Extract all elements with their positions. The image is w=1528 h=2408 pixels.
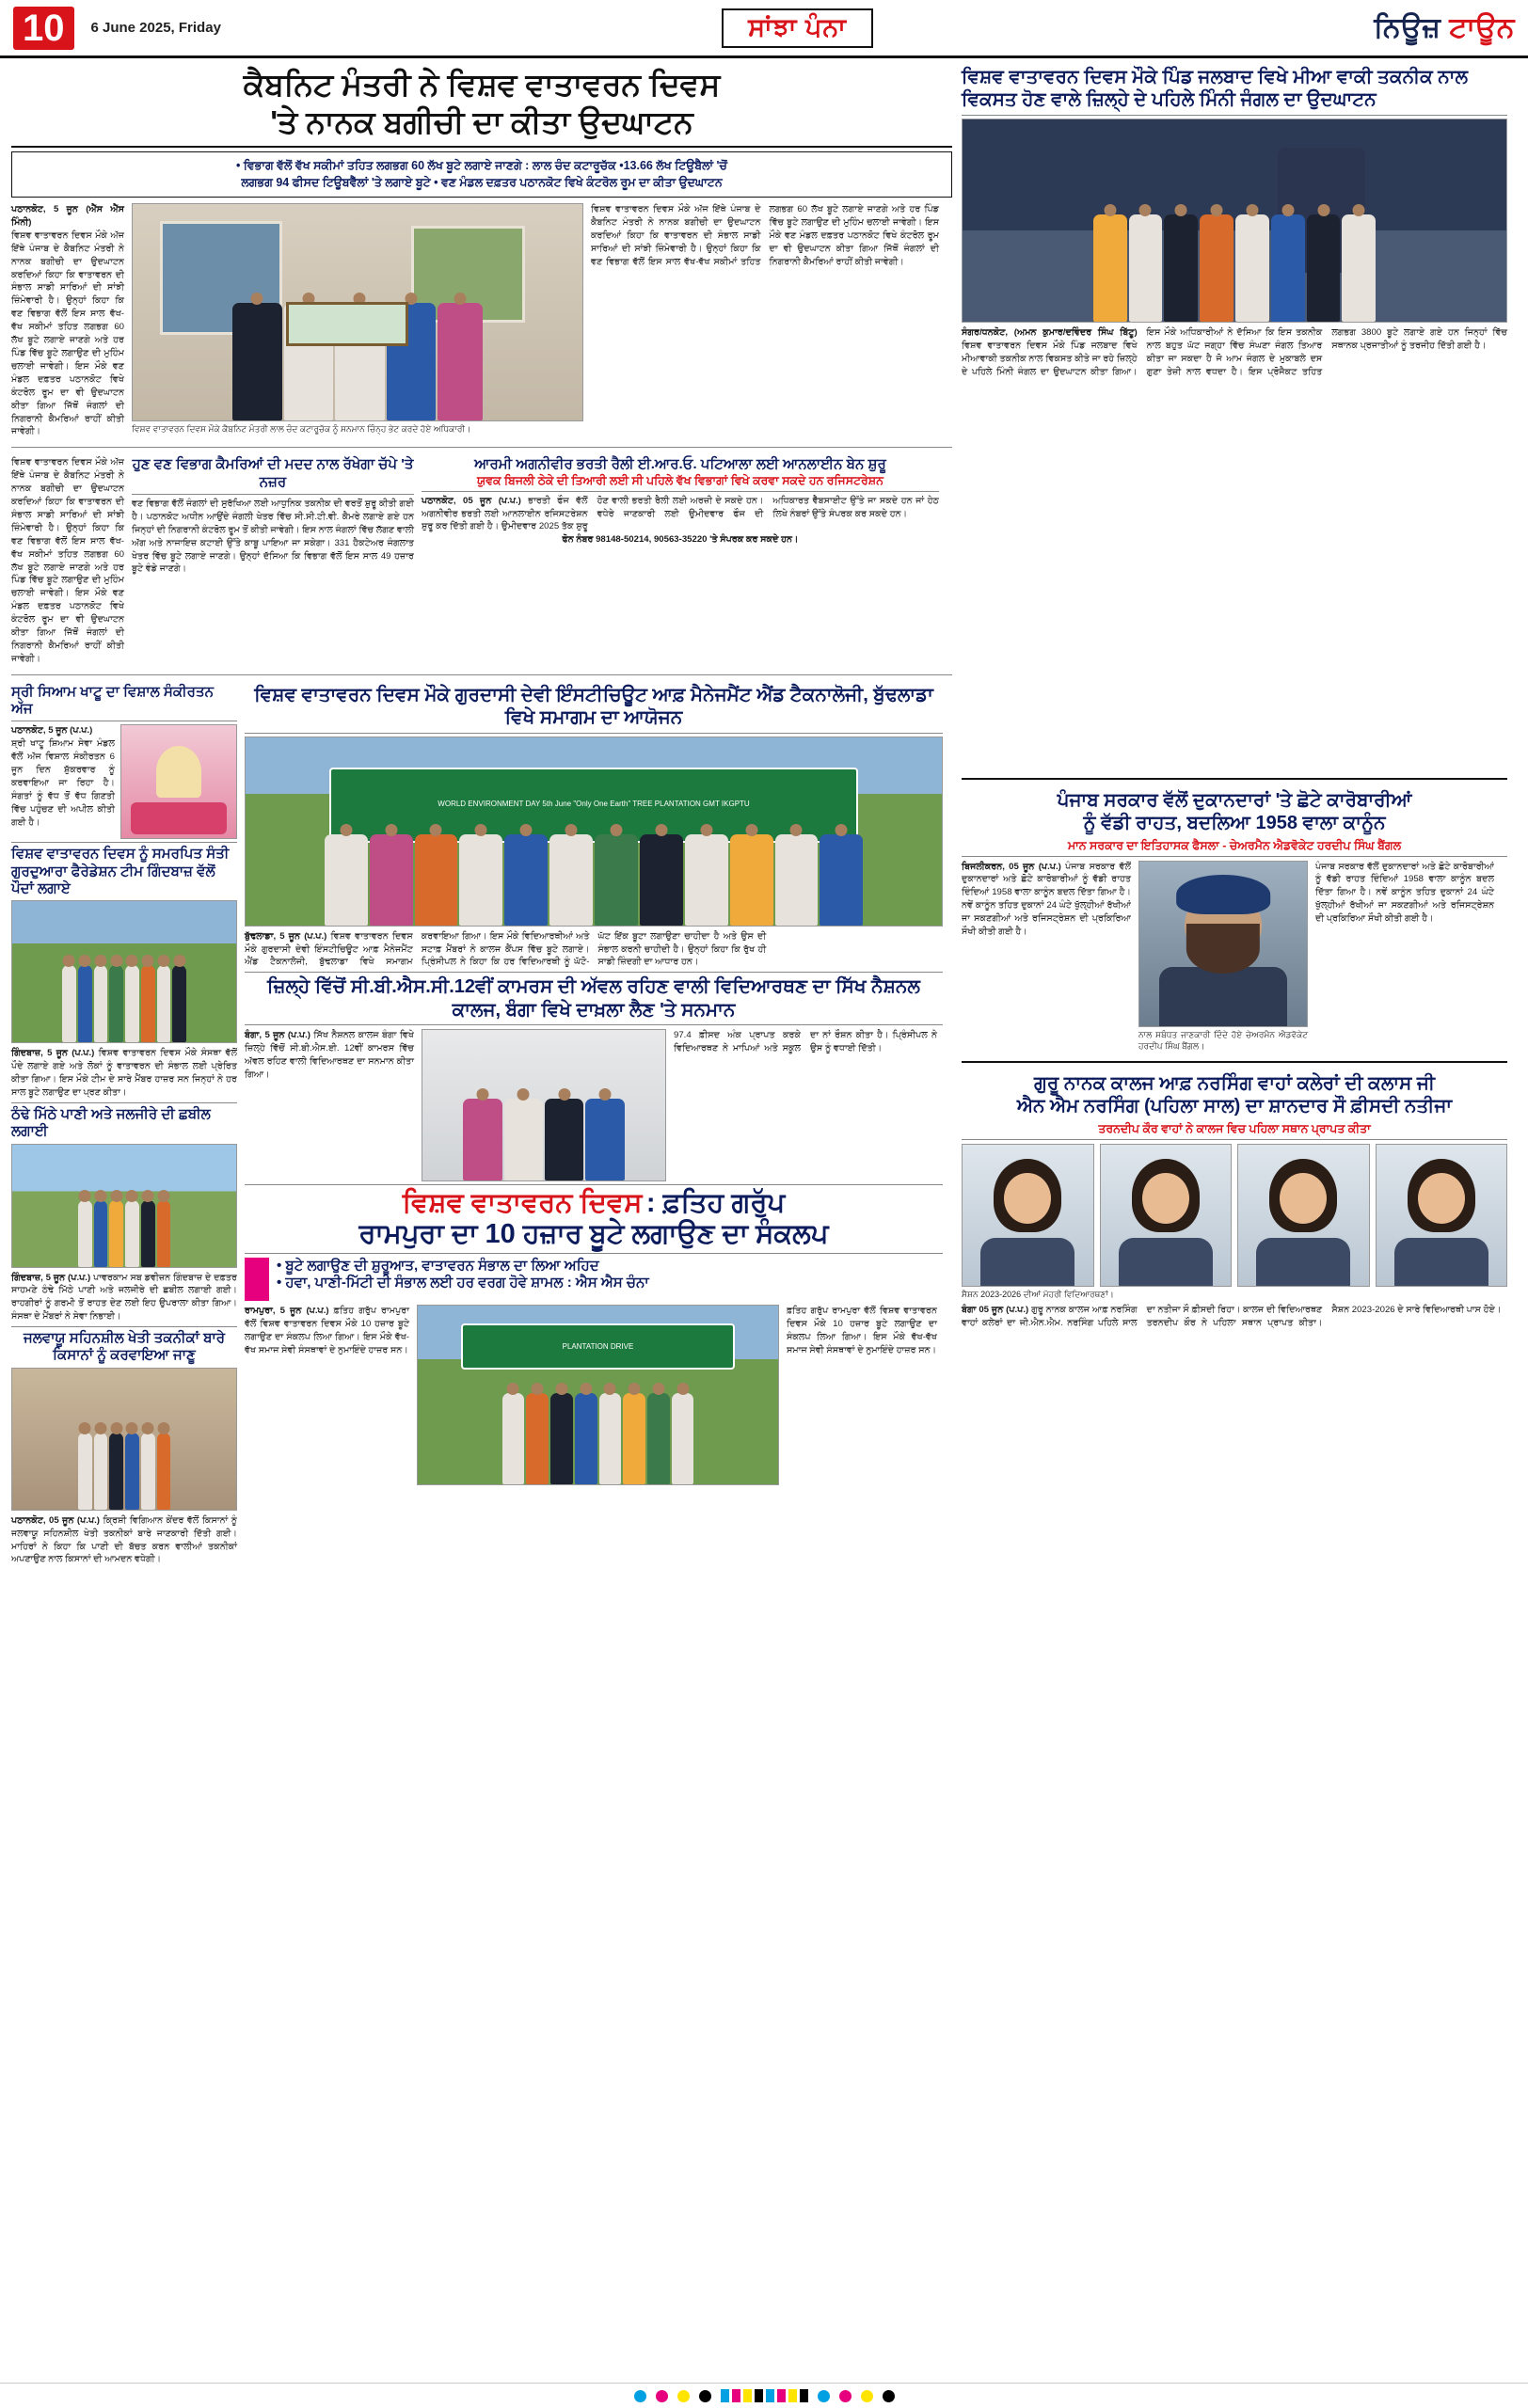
rampura-photo: PLANTATION DRIVE (417, 1305, 779, 1485)
khatu-photo (120, 724, 237, 839)
color-dot-yellow (677, 2390, 690, 2402)
cbse-col1: ਬੰਗਾ, 5 ਜੂਨ (ਪ.ਪ.) ਸਿੱਖ ਨੈਸ਼ਨਲ ਕਾਲਜ ਬੰਗਾ ਵਿਖੇ ਜ਼ਿਲ੍ਹੇ ਵਿੱਚੋਂ ਸੀ.ਬੀ.ਐਸ.ਈ. 12ਵੀਂ ਕਾਮਰਸ ਵਿੱਚ ਅੱਵਲ ਰਹਿਣ ਵਾਲੀ ਵਿਦਿਆਰਥਣ ਦਾ ਸਨਮਾਨ ਕੀਤਾ ਗਿਆ। (245, 1030, 415, 1080)
shop-law-headline-1: ਪੰਜਾਬ ਸਰਕਾਰ ਵੱਲੋਂ ਦੁਕਾਨਦਾਰਾਂ 'ਤੇ ਛੋਟੇ ਕਾਰੋਬਾਰੀਆਂ (1057, 789, 1412, 811)
jalandhar-headline: ਵਿਸ਼ਵ ਵਾਤਾਵਰਨ ਦਿਵਸ ਮੌਕੇ ਪਿੰਡ ਜਲਬਾਦ ਵਿਖੇ ਮੀਆ ਵਾਕੀ ਤਕਨੀਕ ਨਾਲ ਵਿਕਸਤ ਹੋਣ ਵਾਲੇ ਜ਼ਿਲ੍ਹੇ ਦੇ ਪਹਿਲੇ ਮਿੰਨੀ ਜੰਗਲ ਦਾ ਉਦਘਾਟਨ (962, 67, 1469, 111)
lead-column-3 (591, 203, 939, 438)
lead-headline-line1: ਕੈਬਨਿਟ ਮੰਤਰੀ ਨੇ ਵਿਸ਼ਵ ਵਾਤਾਵਰਨ ਦਿਵਸ (243, 67, 721, 102)
rampura-headline-2: : ਫ਼ਤਿਹ ਗਰੁੱਪ (645, 1188, 786, 1219)
water-headline: ਠੰਢੇ ਮਿੱਠੇ ਪਾਣੀ ਅਤੇ ਜਲਜੀਰੇ ਦੀ ਛਬੀਲ ਲਗਾਈ (11, 1105, 211, 1140)
job-fair-dateline: ਪਠਾਨਕੋਟ, 05 ਜੂਨ (ਪ.ਪ.) (422, 495, 521, 506)
lead-spill: ਵਿਸ਼ਵ ਵਾਤਾਵਰਨ ਦਿਵਸ ਮੌਕੇ ਅੱਜ ਇੱਥੇ ਪੰਜਾਬ ਦੇ ਕੈਬਨਿਟ ਮੰਤਰੀ ਨੇ ਨਾਨਕ ਬਗੀਚੀ ਦਾ ਉਦਘਾਟਨ ਕਰਦਿਆਂ ਕਿਹਾ ਕਿ ਵਾਤਾਵਰਨ ਦੀ ਸੰਭਾਲ ਸਾਡੀ ਸਾਰਿਆਂ ਦੀ ਸਾਂਝੀ ਜ਼ਿੰਮੇਵਾਰੀ ਹੈ। ਉਨ੍ਹਾਂ ਕਿਹਾ ਕਿ ਵਣ ਵਿਭਾਗ ਵੱਲੋਂ ਇਸ ਸਾਲ ਵੱਖ-ਵੱਖ ਸਕੀਮਾਂ ਤਹਿਤ ਲਗਭਗ 60 ਲੱਖ ਬੂਟੇ ਲਗਾਏ ਜਾਣਗੇ ਅਤੇ ਹਰ ਪਿੰਡ ਵਿੱਚ ਬੂਟੇ ਲਗਾਉਣ ਦੀ ਮੁਹਿੰਮ ਚਲਾਈ ਜਾਵੇਗੀ। ਇਸ ਮੌਕੇ ਵਣ ਮੰਡਲ ਦਫ਼ਤਰ ਪਠਾਨਕੋਟ ਵਿਖੇ ਕੰਟਰੋਲ ਰੂਮ ਦਾ ਵੀ ਉਦਘਾਟਨ ਕੀਤਾ ਗਿਆ ਜਿੱਥੋਂ ਜੰਗਲਾਂ ਦੀ ਨਿਗਰਾਨੀ ਕੈਮਰਿਆਂ ਰਾਹੀਂ ਕੀਤੀ ਜਾਵੇਗੀ। (11, 457, 124, 664)
rampura-headline-3: ਰਾਮਪੁਰਾ ਦਾ 10 ਹਜ਼ਾਰ ਬੂਟੇ ਲਗਾਉਣ ਦਾ ਸੰਕਲਪ (358, 1219, 829, 1250)
brand-part-2: ਟਾਊਨ (1449, 11, 1515, 43)
jalandhar-body: ਸੰਗਰ/ਧਨਕੋਟ, (ਅਮਨ ਕੁਮਾਰ/ਦਵਿੰਦਰ ਸਿੰਘ ਬਿੱਟੂ) ਵਿਸ਼ਵ ਵਾਤਾਵਰਨ ਦਿਵਸ ਮੌਕੇ ਪਿੰਡ ਜਲਬਾਦ ਵਿਖੇ ਮੀਆਵਾਕੀ ਤਕਨੀਕ ਨਾਲ ਵਿਕਸਤ ਕੀਤੇ ਜਾ ਰਹੇ ਜ਼ਿਲ੍ਹੇ ਦੇ ਪਹਿਲੇ ਮਿੰਨੀ ਜੰਗਲ ਦਾ ਉਦਘਾਟਨ ਕੀਤਾ ਗਿਆ। ਇਸ ਮੌਕੇ ਅਧਿਕਾਰੀਆਂ ਨੇ ਦੱਸਿਆ ਕਿ ਇਸ ਤਕਨੀਕ ਨਾਲ ਬਹੁਤ ਘੱਟ ਜਗ੍ਹਾ ਵਿੱਚ ਸੰਘਣਾ ਜੰਗਲ ਤਿਆਰ ਕੀਤਾ ਜਾ ਸਕਦਾ ਹੈ ਜੋ ਆਮ ਜੰਗਲ ਦੇ ਮੁਕਾਬਲੇ ਦਸ ਗੁਣਾ ਤੇਜ਼ੀ ਨਾਲ ਵਧਦਾ ਹੈ। ਇਸ ਪ੍ਰੋਜੈਕਟ ਤਹਿਤ ਲਗਭਗ 3800 ਬੂਟੇ ਲਗਾਏ ਗਏ ਹਨ ਜਿਨ੍ਹਾਂ ਵਿੱਚ ਸਥਾਨਕ ਪ੍ਰਜਾਤੀਆਂ ਨੂੰ ਤਰਜੀਹ ਦਿੱਤੀ ਗਈ ਹੈ। (962, 326, 1507, 377)
env-team-headline: ਵਿਸ਼ਵ ਵਾਤਾਵਰਨ ਦਿਵਸ ਨੂੰ ਸਮਰਪਿਤ ਸੰਤੀ ਗੁਰਦੁਆਰਾ ਫੈਰੇਡੇਸ਼ਨ ਟੀਮ ਗਿੰਦਬਾਜ਼ ਵੱਲੋਂ ਪੌਦਾਂ ਲਗਾਏ (11, 846, 230, 896)
nursing-headline-1: ਗੁਰੂ ਨਾਨਕ ਕਾਲਜ ਆਫ਼ ਨਰਸਿੰਗ ਵਾਹਾਂ ਕਲੇਰਾਂ ਦੀ ਕਲਾਸ ਜੀ (1033, 1072, 1436, 1094)
right-region (962, 66, 1507, 2353)
nursing-photo-caption: ਸੈਸ਼ਨ 2023-2026 ਦੀਆਂ ਮੋਹਰੀ ਵਿਦਿਆਰਥਣਾਂ। (962, 1289, 1114, 1299)
lead-column-1 (11, 203, 124, 438)
gmt-article (245, 684, 943, 1567)
nursing-body: ਬੰਗਾ 05 ਜੂਨ (ਪ.ਪ.) ਗੁਰੂ ਨਾਨਕ ਕਾਲਜ ਆਫ਼ ਨਰਸਿੰਗ ਵਾਹਾਂ ਕਲੇਰਾਂ ਦਾ ਜੀ.ਐਨ.ਐਮ. ਨਰਸਿੰਗ ਪਹਿਲੇ ਸਾਲ ਦਾ ਨਤੀਜਾ ਸੌ ਫ਼ੀਸਦੀ ਰਿਹਾ। ਕਾਲਜ ਦੀ ਵਿਦਿਆਰਥਣ ਤਰਨਦੀਪ ਕੌਰ ਨੇ ਪਹਿਲਾ ਸਥਾਨ ਪ੍ਰਾਪਤ ਕੀਤਾ। ਸੈਸ਼ਨ 2023-2026 ਦੇ ਸਾਰੇ ਵਿਦਿਆਰਥੀ ਪਾਸ ਹੋਏ। (962, 1304, 1502, 1328)
cbse-headline: ਜ਼ਿਲ੍ਹੇ ਵਿੱਚੋਂ ਸੀ.ਬੀ.ਐਸ.ਸੀ.12ਵੀਂ ਕਾਮਰਸ ਦੀ ਅੱਵਲ ਰਹਿਣ ਵਾਲੀ ਵਿਦਿਆਰਥਣ ਦਾ ਸਿੱਖ ਨੈਸ਼ਨਲ ਕਾਲਜ, ਬੰਗਾ ਵਿਖੇ ਦਾਖ਼ਲਾ ਲੈਣ 'ਤੇ ਸਨਮਾਨ (267, 976, 920, 1021)
lead-kicker-line2: ਲਗਭਗ 94 ਫੀਸਦ ਟਿਊਬਵੈੱਲਾਂ 'ਤੇ ਲਗਾਏ ਬੂਟੇ • ਵਣ ਮੰਡਲ ਦਫ਼ਤਰ ਪਠਾਨਕੋਟ ਵਿਖੇ ਕੰਟਰੋਲ ਰੂਮ ਦਾ ਕੀਤਾ ਉਦਘਾਟਨ (241, 176, 723, 190)
gmt-banner: WORLD ENVIRONMENT DAY 5th June "Only One Earth" TREE PLANTATION GMT IKGPTU (329, 768, 858, 843)
color-dot-yellow-2 (861, 2390, 873, 2402)
page-number: 10 (13, 7, 74, 50)
rampura-bullet-1: • ਬੂਟੇ ਲਗਾਉਣ ਦੀ ਸ਼ੁਰੂਆਤ, ਵਾਤਾਵਰਨ ਸੰਭਾਲ ਦਾ ਲਿਆ ਅਹਿਦ (277, 1258, 599, 1275)
color-dot-magenta (656, 2390, 668, 2402)
lead-kicker (11, 151, 952, 198)
cbse-col3: 97.4 ਫ਼ੀਸਦ ਅੰਕ ਪ੍ਰਾਪਤ ਕਰਕੇ ਵਿਦਿਆਰਥਣ ਨੇ ਮਾਪਿਆਂ ਅਤੇ ਸਕੂਲ ਦਾ ਨਾਂ ਰੌਸ਼ਨ ਕੀਤਾ ਹੈ। ਪ੍ਰਿੰਸੀਪਲ ਨੇ ਉਸ ਨੂੰ ਵਧਾਈ ਦਿੱਤੀ। (674, 1030, 937, 1054)
khatu-headline: ਸ੍ਰੀ ਸਿਆਮ ਖਾਟੂ ਦਾ ਵਿਸ਼ਾਲ ਸੰਕੀਰਤਨ ਅੱਜ (11, 683, 214, 718)
masthead-center (221, 8, 1374, 48)
color-dot-black (699, 2390, 711, 2402)
khatu-body: ਸ਼੍ਰੀ ਖਾਟੂ ਸ਼ਿਆਮ ਸੇਵਾ ਮੰਡਲ ਵੱਲੋਂ ਅੱਜ ਵਿਸ਼ਾਲ ਸੰਕੀਰਤਨ 6 ਜੂਨ ਦਿਨ ਸ਼ੁੱਕਰਵਾਰ ਨੂੰ ਕਰਵਾਇਆ ਜਾ ਰਿਹਾ ਹੈ। ਸੰਗਤਾਂ ਨੂੰ ਵੱਧ ਤੋਂ ਵੱਧ ਗਿਣਤੀ ਵਿੱਚ ਪਹੁੰਚਣ ਦੀ ਅਪੀਲ ਕੀਤੀ ਗਈ ਹੈ। (11, 738, 115, 828)
jalandhar-article (962, 66, 1507, 768)
nursing-article (962, 1072, 1507, 1793)
color-dot-magenta-2 (839, 2390, 852, 2402)
rampura-body-row (245, 1305, 943, 1485)
job-fair-body (422, 495, 939, 534)
rampura-bullets-row (245, 1258, 943, 1301)
student-photo-2 (1100, 1144, 1233, 1287)
env-team-body: ਗਿੰਦਬਾਜ਼, 5 ਜੂਨ (ਪ.ਪ.) ਵਿਸ਼ਵ ਵਾਤਾਵਰਨ ਦਿਵਸ ਮੌਕੇ ਸੰਸਥਾ ਵੱਲੋਂ ਪੌਦੇ ਲਗਾਏ ਗਏ ਅਤੇ ਲੋਕਾਂ ਨੂੰ ਵਾਤਾਵਰਨ ਦੀ ਸੰਭਾਲ ਲਈ ਪ੍ਰੇਰਿਤ ਕੀਤਾ ਗਿਆ। ਇਸ ਮੌਕੇ ਟੀਮ ਦੇ ਸਾਰੇ ਮੈਂਬਰ ਹਾਜ਼ਰ ਸਨ ਜਿਨ੍ਹਾਂ ਨੇ ਹਰ ਸਾਲ ਬੂਟੇ ਲਗਾਉਣ ਦਾ ਪ੍ਰਣ ਕੀਤਾ। (11, 1048, 237, 1099)
job-fair-text: ਭਾਰਤੀ ਫੌਜ ਵੱਲੋਂ ਅਗਨੀਵੀਰ ਭਰਤੀ ਲਈ ਆਨਲਾਈਨ ਰਜਿਸਟਰੇਸ਼ਨ ਸ਼ੁਰੂ ਕਰ ਦਿੱਤੀ ਗਈ ਹੈ। ਉਮੀਦਵਾਰ 2025 ਤੱਕ ਸ਼ੁਰੂ ਹੋਣ ਵਾਲੀ ਭਰਤੀ ਰੈਲੀ ਲਈ ਅਰਜ਼ੀ ਦੇ ਸਕਦੇ ਹਨ। ਵਧੇਰੇ ਜਾਣਕਾਰੀ ਲਈ ਉਮੀਦਵਾਰ ਫੌਜ ਦੀ ਅਧਿਕਾਰਤ ਵੈੱਬਸਾਈਟ ਉੱਤੇ ਜਾ ਸਕਦੇ ਹਨ ਜਾਂ ਹੇਠ ਲਿਖੇ ਨੰਬਰਾਂ ਉੱਤੇ ਸੰਪਰਕ ਕਰ ਸਕਦੇ ਹਨ। (422, 495, 939, 532)
job-fair-article (422, 456, 939, 666)
brand-logo (1374, 12, 1515, 44)
climate-body: ਪਠਾਨਕੋਟ, 05 ਜੂਨ (ਪ.ਪ.) ਕ੍ਰਿਸ਼ੀ ਵਿਗਿਆਨ ਕੇਂਦਰ ਵੱਲੋਂ ਕਿਸਾਨਾਂ ਨੂੰ ਜਲਵਾਯੂ ਸਹਿਨਸ਼ੀਲ ਖੇਤੀ ਤਕਨੀਕਾਂ ਬਾਰੇ ਜਾਣਕਾਰੀ ਦਿੱਤੀ ਗਈ। ਮਾਹਿਰਾਂ ਨੇ ਕਿਹਾ ਕਿ ਪਾਣੀ ਦੀ ਬੱਚਤ ਕਰਨ ਵਾਲੀਆਂ ਤਕਨੀਕਾਂ ਅਪਣਾਉਣ ਨਾਲ ਕਿਸਾਨਾਂ ਦੀ ਆਮਦਨ ਵਧੇਗੀ। (11, 1514, 237, 1565)
brand-part-1: ਨਿਊਜ਼ (1374, 11, 1441, 43)
cbse-row (245, 1029, 943, 1181)
nursing-headline-2: ਐਨ ਐਮ ਨਰਸਿੰਗ (ਪਹਿਲਾ ਸਾਲ) ਦਾ ਸ਼ਾਨਦਾਰ ਸੌ ਫ਼ੀਸਦੀ ਨਤੀਜਾ (1016, 1096, 1453, 1117)
lead-body-cont: ਵਿਸ਼ਵ ਵਾਤਾਵਰਨ ਦਿਵਸ ਮੌਕੇ ਅੱਜ ਇੱਥੇ ਪੰਜਾਬ ਦੇ ਕੈਬਨਿਟ ਮੰਤਰੀ ਨੇ ਨਾਨਕ ਬਗੀਚੀ ਦਾ ਉਦਘਾਟਨ ਕਰਦਿਆਂ ਕਿਹਾ ਕਿ ਵਾਤਾਵਰਨ ਦੀ ਸੰਭਾਲ ਸਾਡੀ ਸਾਰਿਆਂ ਦੀ ਸਾਂਝੀ ਜ਼ਿੰਮੇਵਾਰੀ ਹੈ। ਉਨ੍ਹਾਂ ਕਿਹਾ ਕਿ ਵਣ ਵਿਭਾਗ ਵੱਲੋਂ ਇਸ ਸਾਲ ਵੱਖ-ਵੱਖ ਸਕੀਮਾਂ ਤਹਿਤ ਲਗਭਗ 60 ਲੱਖ ਬੂਟੇ ਲਗਾਏ ਜਾਣਗੇ ਅਤੇ ਹਰ ਪਿੰਡ ਵਿੱਚ ਬੂਟੇ ਲਗਾਉਣ ਦੀ ਮੁਹਿੰਮ ਚਲਾਈ ਜਾਵੇਗੀ। ਇਸ ਮੌਕੇ ਵਣ ਮੰਡਲ ਦਫ਼ਤਰ ਪਠਾਨਕੋਟ ਵਿਖੇ ਕੰਟਰੋਲ ਰੂਮ ਦਾ ਵੀ ਉਦਘਾਟਨ ਕੀਤਾ ਗਿਆ ਜਿੱਥੋਂ ਜੰਗਲਾਂ ਦੀ ਨਿਗਰਾਨੀ ਕੈਮਰਿਆਂ ਰਾਹੀਂ ਕੀਤੀ ਜਾਵੇਗੀ। (591, 204, 939, 267)
bullet-marker (245, 1258, 269, 1301)
forest-cameras-headline: ਹੁਣ ਵਣ ਵਿਭਾਗ ਕੈਮਰਿਆਂ ਦੀ ਮਦਦ ਨਾਲ ਰੱਖੇਗਾ ਚੱਪੇ 'ਤੇ ਨਜ਼ਰ (132, 456, 414, 490)
nursing-subhead: ਤਰਨਦੀਪ ਕੌਰ ਵਾਹਾਂ ਨੇ ਕਾਲਜ ਵਿਚ ਪਹਿਲਾ ਸਥਾਨ ਪ੍ਰਾਪਤ ਕੀਤਾ (1098, 1121, 1371, 1135)
job-fair-headline: ਆਰਮੀ ਅਗਨੀਵੀਰ ਭਰਤੀ ਰੈਲੀ ਈ.ਆਰ.ਓ. ਪਟਿਆਲਾ ਲਈ ਆਨਲਾਈਨ ਬੇਨ ਸ਼ੁਰੂ (474, 456, 886, 473)
student-photo-4 (1376, 1144, 1508, 1287)
nursing-photo-row (962, 1144, 1507, 1287)
env-team-photo (11, 900, 237, 1043)
lead-photo-caption: ਵਿਸ਼ਵ ਵਾਤਾਵਰਨ ਦਿਵਸ ਮੌਕੇ ਕੈਬਨਿਟ ਮੰਤਰੀ ਲਾਲ ਚੰਦ ਕਟਾਰੂਚੱਕ ਨੂੰ ਸਨਮਾਨ ਚਿੰਨ੍ਹ ਭੇਟ ਕਰਦੇ ਹੋਏ ਅਧਿਕਾਰੀ। (132, 424, 471, 434)
color-dot-cyan-2 (818, 2390, 830, 2402)
shop-law-portrait-caption: ਨਾਲ ਸਬੰਧਤ ਜਾਣਕਾਰੀ ਦਿੰਦੇ ਹੋਏ ਚੇਅਰਮੈਨ ਐਡਵੋਕੇਟ ਹਰਦੀਪ ਸਿੰਘ ਬੈਂਗਲ। (1138, 1029, 1308, 1051)
color-dot-cyan (634, 2390, 646, 2402)
shop-law-portrait (1138, 861, 1308, 1027)
forest-cameras-left (132, 456, 414, 666)
lead-dateline (11, 203, 124, 230)
lead-body-text: ਵਿਸ਼ਵ ਵਾਤਾਵਰਨ ਦਿਵਸ ਮੌਕੇ ਅੱਜ ਇੱਥੇ ਪੰਜਾਬ ਦੇ ਕੈਬਨਿਟ ਮੰਤਰੀ ਨੇ ਨਾਨਕ ਬਗੀਚੀ ਦਾ ਉਦਘਾਟਨ ਕਰਦਿਆਂ ਕਿਹਾ ਕਿ ਵਾਤਾਵਰਨ ਦੀ ਸੰਭਾਲ ਸਾਡੀ ਸਾਰਿਆਂ ਦੀ ਸਾਂਝੀ ਜ਼ਿੰਮੇਵਾਰੀ ਹੈ। ਉਨ੍ਹਾਂ ਕਿਹਾ ਕਿ ਵਣ ਵਿਭਾਗ ਵੱਲੋਂ ਇਸ ਸਾਲ ਵੱਖ-ਵੱਖ ਸਕੀਮਾਂ ਤਹਿਤ ਲਗਭਗ 60 ਲੱਖ ਬੂਟੇ ਲਗਾਏ ਜਾਣਗੇ ਅਤੇ ਹਰ ਪਿੰਡ ਵਿੱਚ ਬੂਟੇ ਲਗਾਉਣ ਦੀ ਮੁਹਿੰਮ ਚਲਾਈ ਜਾਵੇਗੀ। ਇਸ ਮੌਕੇ ਵਣ ਮੰਡਲ ਦਫ਼ਤਰ ਪਠਾਨਕੋਟ ਵਿਖੇ ਕੰਟਰੋਲ ਰੂਮ ਦਾ ਵੀ ਉਦਘਾਟਨ ਕੀਤਾ ਗਿਆ ਜਿੱਥੋਂ ਜੰਗਲਾਂ ਦੀ ਨਿਗਰਾਨੀ ਕੈਮਰਿਆਂ ਰਾਹੀਂ ਕੀਤੀ ਜਾਵੇਗੀ। (11, 230, 124, 437)
rampura-headline-1: ਵਿਸ਼ਵ ਵਾਤਾਵਰਨ ਦਿਵਸ (402, 1188, 643, 1219)
gmt-headline: ਵਿਸ਼ਵ ਵਾਤਾਵਰਨ ਦਿਵਸ ਮੌਕੇ ਗੁਰਦਾਸੀ ਦੇਵੀ ਇੰਸਟੀਚਿਊਟ ਆਫ਼ ਮੈਨੇਜਮੈਂਟ ਐਂਡ ਟੈਕਨਾਲੋਜੀ, ਬੁੱਢਲਾਡਾ ਵਿਖੇ ਸਮਾਗਮ ਦਾ ਆਯੋਜਨ (254, 684, 933, 729)
color-bars (721, 2389, 808, 2402)
rampura-body-2: ਫ਼ਤਿਹ ਗਰੁੱਪ ਰਾਮਪੁਰਾ ਵੱਲੋਂ ਵਿਸ਼ਵ ਵਾਤਾਵਰਨ ਦਿਵਸ ਮੌਕੇ 10 ਹਜ਼ਾਰ ਬੂਟੇ ਲਗਾਉਣ ਦਾ ਸੰਕਲਪ ਲਿਆ ਗਿਆ। ਇਸ ਮੌਕੇ ਵੱਖ-ਵੱਖ ਸਮਾਜ ਸੇਵੀ ਸੰਸਥਾਵਾਂ ਦੇ ਨੁਮਾਇੰਦੇ ਹਾਜ਼ਰ ਸਨ। (787, 1306, 937, 1355)
khatu-dateline: ਪਠਾਨਕੋਟ, 5 ਜੂਨ (ਪ.ਪ.) (11, 725, 93, 737)
shop-law-article (962, 789, 1507, 1052)
page-content (0, 58, 1528, 2353)
gmt-body: ਬੁੱਢਲਾਡਾ, 5 ਜੂਨ (ਪ.ਪ.) ਵਿਸ਼ਵ ਵਾਤਾਵਰਨ ਦਿਵਸ ਮੌਕੇ ਗੁਰਦਾਸੀ ਦੇਵੀ ਇੰਸਟੀਚਿਊਟ ਆਫ਼ ਮੈਨੇਜਮੈਂਟ ਐਂਡ ਟੈਕਨਾਲੋਜੀ, ਬੁੱਢਲਾਡਾ ਵਿਖੇ ਸਮਾਗਮ ਕਰਵਾਇਆ ਗਿਆ। ਇਸ ਮੌਕੇ ਵਿਦਿਆਰਥੀਆਂ ਅਤੇ ਸਟਾਫ਼ ਮੈਂਬਰਾਂ ਨੇ ਕਾਲਜ ਕੈਂਪਸ ਵਿੱਚ ਬੂਟੇ ਲਗਾਏ। ਪ੍ਰਿੰਸੀਪਲ ਨੇ ਕਿਹਾ ਕਿ ਹਰ ਵਿਦਿਆਰਥੀ ਨੂੰ ਘੱਟੋ-ਘੱਟ ਇੱਕ ਬੂਟਾ ਲਗਾਉਣਾ ਚਾਹੀਦਾ ਹੈ ਅਤੇ ਉਸ ਦੀ ਸੰਭਾਲ ਕਰਨੀ ਚਾਹੀਦੀ ਹੈ। ਉਨ੍ਹਾਂ ਕਿਹਾ ਕਿ ਰੁੱਖ ਹੀ ਸਾਡੀ ਜ਼ਿੰਦਗੀ ਦਾ ਆਧਾਰ ਹਨ। (245, 930, 767, 968)
masthead (0, 0, 1528, 58)
rampura-bullet-2: • ਹਵਾ, ਪਾਣੀ-ਮਿੱਟੀ ਦੀ ਸੰਭਾਲ ਲਈ ਹਰ ਵਰਗ ਹੋਵੇ ਸ਼ਾਮਲ : ਐਸ ਐਸ ਚੰਨਾ (277, 1275, 649, 1291)
shop-law-headline-2: ਨੂੰ ਵੱਡੀ ਰਾਹਤ, ਬਦਲਿਆ 1958 ਵਾਲਾ ਕਾਨੂੰਨ (1083, 813, 1386, 834)
lead-photo-wrap (132, 203, 583, 438)
rampura-article (245, 1188, 943, 1250)
job-fair-subhead: ਯੁਵਕ ਬਿਜਲੀ ਠੇਕੇ ਦੀ ਤਿਆਰੀ ਲਈ ਸੀ ਪਹਿਲੇ ਵੱਖ ਵਿਭਾਗਾਂ ਵਿਖੇ ਕਰਵਾ ਸਕਦੇ ਹਨ ਰਜਿਸਟਰੇਸ਼ਨ (477, 473, 883, 487)
registration-color-bar (0, 2383, 1528, 2408)
lead-kicker-line1: • ਵਿਭਾਗ ਵੱਲੋਂ ਵੱਖ ਸਕੀਮਾਂ ਤਹਿਤ ਲਗਭਗ 60 ਲੱਖ ਬੂਟੇ ਲਗਾਏ ਜਾਣਗੇ : ਲਾਲ ਚੰਦ ਕਟਾਰੂਚੱਕ •13.66 ਲੱਖ ਟਿਊਬੈਲਾਂ 'ਚੋਂ (236, 158, 727, 172)
lead-body-row (11, 203, 952, 438)
student-photo-1 (962, 1144, 1094, 1287)
rampura-body-1: ਰਾਮਪੁਰਾ, 5 ਜੂਨ (ਪ.ਪ.) ਫ਼ਤਿਹ ਗਰੁੱਪ ਰਾਮਪੁਰਾ ਵੱਲੋਂ ਵਿਸ਼ਵ ਵਾਤਾਵਰਨ ਦਿਵਸ ਮੌਕੇ 10 ਹਜ਼ਾਰ ਬੂਟੇ ਲਗਾਉਣ ਦਾ ਸੰਕਲਪ ਲਿਆ ਗਿਆ। ਇਸ ਮੌਕੇ ਵੱਖ-ਵੱਖ ਸਮਾਜ ਸੇਵੀ ਸੰਸਥਾਵਾਂ ਦੇ ਨੁਮਾਇੰਦੇ ਹਾਜ਼ਰ ਸਨ। (245, 1306, 409, 1355)
water-body: ਗਿੰਦਬਾਜ਼, 5 ਜੂਨ (ਪ.ਪ.) ਪਾਵਰਕਾਮ ਸਬ ਡਵੀਜ਼ਨ ਗਿੰਦਬਾਜ਼ ਦੇ ਦਫ਼ਤਰ ਸਾਹਮਣੇ ਠੰਢੇ ਮਿੱਠੇ ਪਾਣੀ ਅਤੇ ਜਲਜੀਰੇ ਦੀ ਛਬੀਲ ਲਗਾਈ ਗਈ। ਰਾਹਗੀਰਾਂ ਨੂੰ ਗਰਮੀ ਤੋਂ ਰਾਹਤ ਦੇਣ ਲਈ ਇਹ ਉਪਰਾਲਾ ਕੀਤਾ ਗਿਆ। ਸੰਸਥਾ ਦੇ ਮੈਂਬਰਾਂ ਨੇ ਸੇਵਾ ਨਿਭਾਈ। (11, 1272, 237, 1323)
climate-photo (11, 1368, 237, 1511)
gmt-photo (245, 737, 943, 927)
lead-photo (132, 203, 583, 421)
mid-row (11, 684, 952, 1567)
lead-dateline-text: ਪਠਾਨਕੋਟ, 5 ਜੂਨ (ਐੱਸ ਐੱਸ ਮਿੰਨੀ) (11, 204, 124, 228)
shop-law-body-2: ਪੰਜਾਬ ਸਰਕਾਰ ਵੱਲੋਂ ਦੁਕਾਨਦਾਰਾਂ ਅਤੇ ਛੋਟੇ ਕਾਰੋਬਾਰੀਆਂ ਨੂੰ ਵੱਡੀ ਰਾਹਤ ਦਿੰਦਿਆਂ 1958 ਵਾਲਾ ਕਾਨੂੰਨ ਬਦਲ ਦਿੱਤਾ ਗਿਆ ਹੈ। ਨਵੇਂ ਕਾਨੂੰਨ ਤਹਿਤ ਦੁਕਾਨਾਂ 24 ਘੰਟੇ ਖੁੱਲ੍ਹੀਆਂ ਰੱਖੀਆਂ ਜਾ ਸਕਣਗੀਆਂ ਅਤੇ ਰਜਿਸਟ੍ਰੇਸ਼ਨ ਦੀ ਪ੍ਰਕਿਰਿਆ ਸੌਖੀ ਕੀਤੀ ਗਈ ਹੈ। (1315, 861, 1494, 925)
student-photo-3 (1237, 1144, 1370, 1287)
lead-headline-line2: 'ਤੇ ਨਾਨਕ ਬਗੀਚੀ ਦਾ ਕੀਤਾ ਉਦਘਾਟਨ (270, 104, 693, 140)
khatu-block (11, 684, 237, 1567)
shop-law-body-1: ਬਿਜਲੀਕਰਨ, 05 ਜੂਨ (ਪ.ਪ.) ਪੰਜਾਬ ਸਰਕਾਰ ਵੱਲੋਂ ਦੁਕਾਨਦਾਰਾਂ ਅਤੇ ਛੋਟੇ ਕਾਰੋਬਾਰੀਆਂ ਨੂੰ ਵੱਡੀ ਰਾਹਤ ਦਿੰਦਿਆਂ 1958 ਵਾਲਾ ਕਾਨੂੰਨ ਬਦਲ ਦਿੱਤਾ ਗਿਆ ਹੈ। ਨਵੇਂ ਕਾਨੂੰਨ ਤਹਿਤ ਦੁਕਾਨਾਂ 24 ਘੰਟੇ ਖੁੱਲ੍ਹੀਆਂ ਰੱਖੀਆਂ ਜਾ ਸਕਣਗੀਆਂ ਅਤੇ ਰਜਿਸਟ੍ਰੇਸ਼ਨ ਦੀ ਪ੍ਰਕਿਰਿਆ ਸੌਖੀ ਕੀਤੀ ਗਈ ਹੈ। (962, 861, 1131, 938)
jalandhar-photo (962, 119, 1507, 323)
shop-law-subhead: ਮਾਨ ਸਰਕਾਰ ਦਾ ਇਤਿਹਾਸਕ ਫੈਸਲਾ - ਚੇਅਰਮੈਨ ਐਡਵੋਕੇਟ ਹਰਦੀਪ ਸਿੰਘ ਬੈਂਗਲ (1067, 838, 1402, 852)
lead-article (11, 66, 952, 198)
left-region (11, 66, 952, 2353)
publication-date: 6 June 2025, Friday (90, 20, 221, 36)
khatu-article (11, 456, 124, 666)
forest-cameras-article (11, 456, 952, 666)
cbse-photo (422, 1029, 666, 1181)
section-title: ਸਾਂਝਾ ਪੰਨਾ (722, 8, 873, 48)
job-fair-phones: ਫੋਨ ਨੰਬਰ 98148-50214, 90563-35220 'ਤੇ ਸੰਪਰਕ ਕਰ ਸਕਦੇ ਹਨ। (562, 534, 799, 546)
forest-cameras-body: ਵਣ ਵਿਭਾਗ ਵੱਲੋਂ ਜੰਗਲਾਂ ਦੀ ਸੁਰੱਖਿਆ ਲਈ ਆਧੁਨਿਕ ਤਕਨੀਕ ਦੀ ਵਰਤੋਂ ਸ਼ੁਰੂ ਕੀਤੀ ਗਈ ਹੈ। ਪਠਾਨਕੋਟ ਅਧੀਨ ਆਉਂਦੇ ਜੰਗਲੀ ਖੇਤਰ ਵਿੱਚ ਸੀ.ਸੀ.ਟੀ.ਵੀ. ਕੈਮਰੇ ਲਗਾਏ ਗਏ ਹਨ ਜਿਨ੍ਹਾਂ ਦੀ ਨਿਗਰਾਨੀ ਕੰਟਰੋਲ ਰੂਮ ਤੋਂ ਕੀਤੀ ਜਾਵੇਗੀ। ਇਸ ਨਾਲ ਜੰਗਲਾਂ ਵਿੱਚ ਲੱਗਣ ਵਾਲੀ ਅੱਗ ਅਤੇ ਨਾਜਾਇਜ਼ ਕਟਾਈ ਉੱਤੇ ਕਾਬੂ ਪਾਇਆ ਜਾ ਸਕੇਗਾ। 331 ਹੈਕਟੇਅਰ ਜੰਗਲਾਤ ਖੇਤਰ ਵਿੱਚ ਬੂਟੇ ਲਗਾਏ ਜਾਣਗੇ। ਉਨ੍ਹਾਂ ਦੱਸਿਆ ਕਿ ਵਿਭਾਗ ਵੱਲੋਂ ਇਸ ਸਾਲ 49 ਹਜ਼ਾਰ ਬੂਟੇ ਵੰਡੇ ਜਾਣਗੇ। (132, 498, 414, 575)
climate-headline: ਜਲਵਾਯੂ ਸਹਿਨਸ਼ੀਲ ਖੇਤੀ ਤਕਨੀਕਾਂ ਬਾਰੇ ਕਿਸਾਨਾਂ ਨੂੰ ਕਰਵਾਇਆ ਜਾਣੂ (11, 1330, 237, 1365)
color-dot-black-2 (883, 2390, 895, 2402)
water-photo (11, 1144, 237, 1268)
